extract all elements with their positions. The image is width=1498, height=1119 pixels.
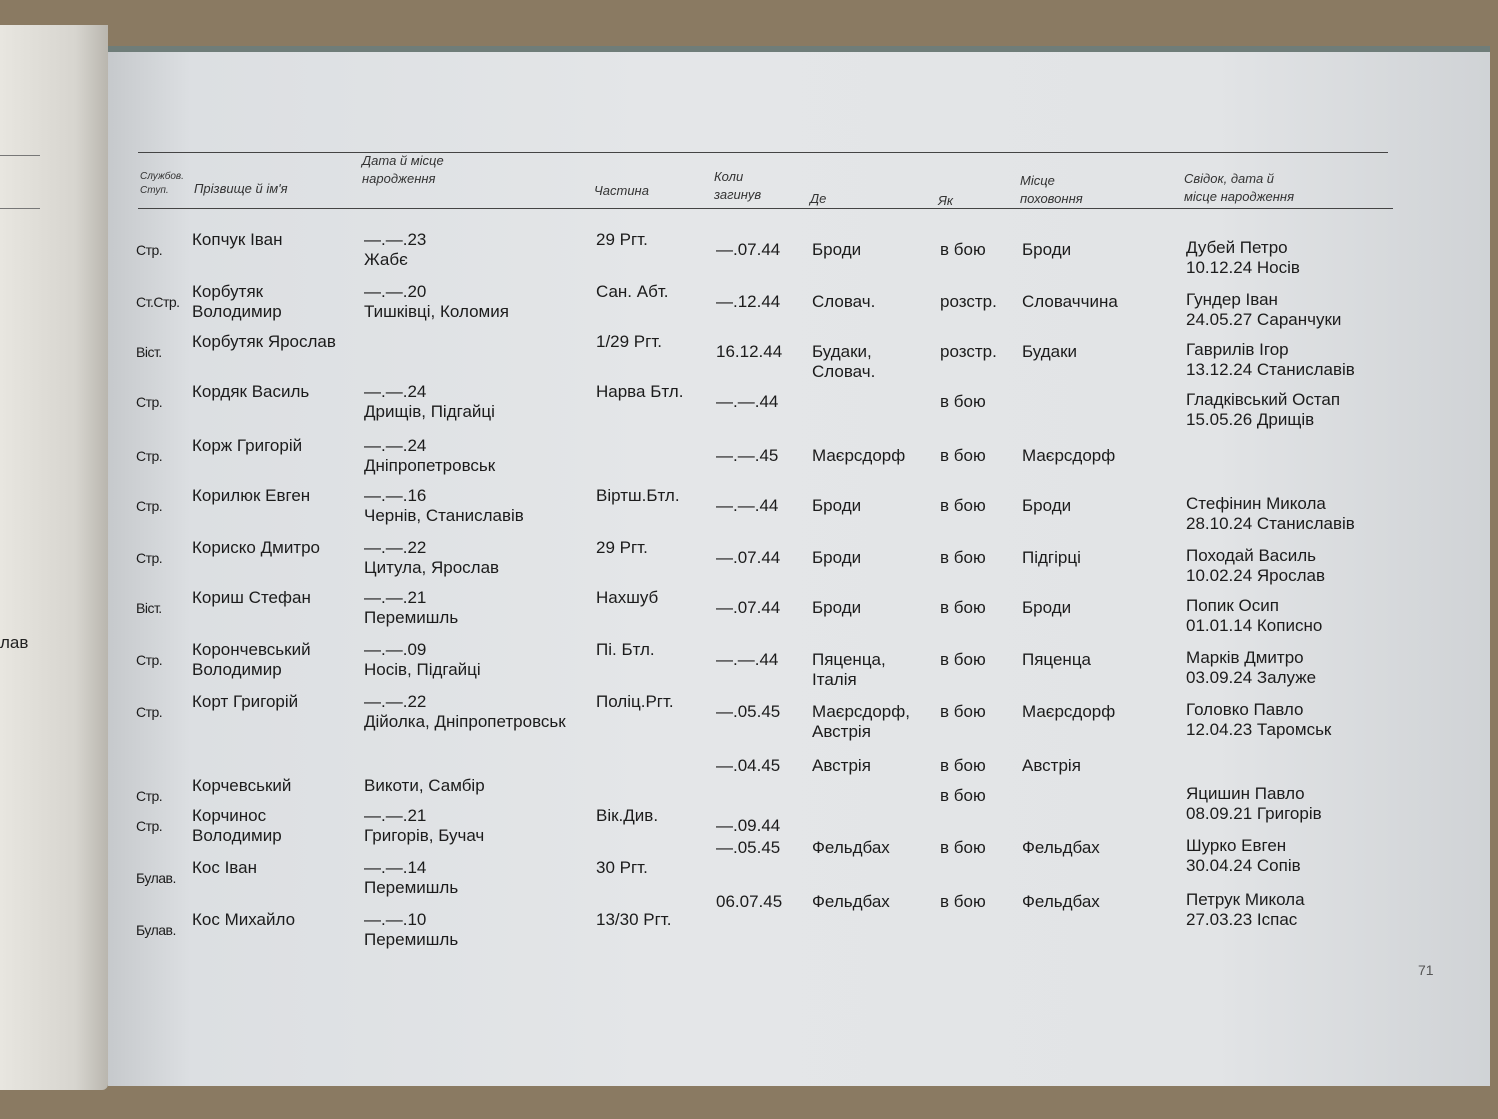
cell-witness: [1186, 494, 1355, 535]
cell-birth: [364, 588, 458, 629]
cell-burial: Броди: [1022, 598, 1072, 617]
cell-where: [812, 496, 861, 516]
cell-witness-line: Петрук Микола: [1186, 890, 1305, 909]
cell-witness-line: 30.04.24 Сопів: [1186, 856, 1301, 876]
cell-burial: Фельдбах: [1022, 838, 1100, 857]
cell-witness-line: 13.12.24 Станиславів: [1186, 360, 1355, 380]
cell-witness-line: 24.05.27 Саранчуки: [1186, 310, 1342, 330]
cell-where-line: Будаки,: [812, 342, 872, 361]
table-row: [108, 640, 1490, 700]
cell-how: в бою: [940, 650, 986, 669]
table-row: [108, 230, 1490, 290]
cell-where-line: Словач.: [812, 292, 876, 311]
cell-unit: Віртш.Бтл.: [596, 486, 680, 505]
cell-birth: [364, 230, 426, 271]
cell-name-line: Корбутяк: [192, 282, 264, 301]
cell-where-line: Австрія: [812, 722, 871, 742]
cell-birth-line: Дніпропетровськ: [364, 456, 496, 476]
cell-name-line: Корилюк Евген: [192, 486, 311, 505]
cell-birth: [364, 282, 509, 323]
cell-witness: [1186, 238, 1300, 279]
cell-where-line: Італія: [812, 670, 857, 690]
cell-rank: Віст.: [136, 600, 162, 616]
cell-birth: [364, 692, 566, 733]
cell-birth-line: —.—.24: [364, 382, 427, 401]
cell-birth-line: —.—.10: [364, 910, 427, 929]
cell-rank: Стр.: [136, 652, 163, 668]
left-page-fragment: лав: [0, 633, 29, 652]
cell-name: [192, 588, 311, 608]
cell-unit: 13/30 Ргт.: [596, 910, 672, 929]
cell-witness-line: Стефінин Микола: [1186, 494, 1326, 513]
cell-unit: Пі. Бтл.: [596, 640, 655, 659]
cell-when: —.—.45: [716, 446, 779, 465]
cell-when: —.04.45: [716, 756, 781, 775]
cell-birth-line: —.—.24: [364, 436, 427, 455]
cell-unit: Нарва Бтл.: [596, 382, 684, 401]
cell-birth-line: —.—.23: [364, 230, 427, 249]
cell-when: —.05.45: [716, 838, 781, 857]
cell-unit: Сан. Абт.: [596, 282, 669, 301]
cell-when: —.07.44: [716, 598, 781, 617]
cell-witness-line: Головко Павло: [1186, 700, 1304, 719]
cell-burial: Пяценца: [1022, 650, 1092, 669]
left-page: [0, 25, 108, 1090]
cell-where: [812, 342, 875, 383]
cell-where: [812, 292, 875, 312]
cell-name-line: Кориш Стефан: [192, 588, 311, 607]
table-row: [108, 382, 1490, 442]
cell-birth: [364, 436, 495, 477]
cell-where: [812, 446, 905, 466]
cell-burial: Фельдбах: [1022, 892, 1100, 911]
left-page-rule: [0, 208, 40, 209]
cell-where-line: Маєрсдорф,: [812, 702, 910, 721]
cell-when: —.—.44: [716, 496, 779, 515]
cell-how: в бою: [940, 548, 986, 567]
cell-name: [192, 382, 309, 402]
cell-rank: Стр.: [136, 498, 163, 514]
cell-rank: Стр.: [136, 788, 163, 804]
cell-when: —.—.44: [716, 650, 779, 669]
cell-when: —.—.44: [716, 392, 779, 411]
cell-name-line: Корж Григорій: [192, 436, 303, 455]
cell-birth-line: —.—.21: [364, 588, 427, 607]
cell-birth-line: Тишківці, Коломия: [364, 302, 509, 322]
cell-where-line: Броди: [812, 548, 862, 567]
cell-birth-line: Носів, Підгайці: [364, 660, 481, 680]
cell-name-line: Кос Михайло: [192, 910, 296, 929]
cell-how: в бою: [940, 892, 986, 911]
cell-when: —.12.44: [716, 292, 781, 311]
header-unit: Частина: [594, 183, 649, 198]
cell-how: розстр.: [940, 292, 997, 311]
cell-how: в бою: [940, 240, 986, 259]
cell-witness-line: 15.05.26 Дрищів: [1186, 410, 1315, 430]
cell-where-line: Броди: [812, 240, 862, 259]
cell-how: розстр.: [940, 342, 997, 361]
cell-birth-line: Перемишль: [364, 608, 459, 628]
cell-where-line: Броди: [812, 598, 862, 617]
cell-name-line: Копчук Іван: [192, 230, 283, 249]
cell-witness: [1186, 596, 1322, 637]
cell-birth: [364, 640, 481, 681]
cell-witness-line: Дубей Петро: [1186, 238, 1288, 257]
cell-burial: Маєрсдорф: [1022, 702, 1116, 721]
cell-witness-line: Шурко Евген: [1186, 836, 1287, 855]
cell-birth-line: —.—.21: [364, 806, 427, 825]
table-row: [108, 588, 1490, 648]
cell-birth: [364, 486, 524, 527]
cell-where-line: Маєрсдорф: [812, 446, 906, 465]
cell-witness: [1186, 648, 1316, 689]
header-how: Як: [938, 193, 953, 208]
cell-where-line: Фельдбах: [812, 838, 890, 857]
cell-how: в бою: [940, 496, 986, 515]
cell-how: в бою: [940, 392, 986, 411]
cell-when: —.07.44: [716, 240, 781, 259]
cell-name: [192, 230, 283, 250]
cell-burial: Словаччина: [1022, 292, 1118, 311]
cell-name-line: Володимир: [192, 660, 282, 680]
cell-rank: Віст.: [136, 344, 162, 360]
table-row: [108, 692, 1490, 752]
cell-where: [812, 838, 890, 858]
cell-rank: Стр.: [136, 394, 163, 410]
cell-name-line: Корончевський: [192, 640, 311, 659]
cell-witness-line: 28.10.24 Станиславів: [1186, 514, 1355, 534]
cell-where: [812, 702, 910, 743]
cell-where-line: Пяценца,: [812, 650, 886, 669]
cell-unit: 29 Ргт.: [596, 230, 648, 249]
cell-rank: Стр.: [136, 448, 163, 464]
cell-where: [812, 548, 861, 568]
cell-unit: 29 Ргт.: [596, 538, 648, 557]
cell-name: [192, 640, 311, 681]
cell-witness-line: Марків Дмитро: [1186, 648, 1304, 667]
cell-burial: Броди: [1022, 240, 1072, 259]
cell-rank: Булав.: [136, 922, 176, 938]
page-number: 71: [1418, 962, 1434, 978]
cell-where: [812, 240, 861, 260]
cell-name: [192, 436, 302, 456]
cell-how: в бою: [940, 786, 986, 805]
cell-name-line: Кориско Дмитро: [192, 538, 321, 557]
cell-birth-line: Дійолка, Дніпропетровськ: [364, 712, 566, 732]
cell-burial: Броди: [1022, 496, 1072, 515]
cell-name: [192, 332, 336, 352]
cell-unit: 1/29 Ргт.: [596, 332, 662, 351]
header-top-rule: [138, 152, 1388, 153]
cell-birth-line: —.—.20: [364, 282, 427, 301]
table-row: [108, 486, 1490, 546]
cell-where: [812, 756, 871, 776]
cell-witness-line: 01.01.14 Кописно: [1186, 616, 1323, 636]
cell-where: [812, 650, 886, 691]
cell-when: 16.12.44: [716, 342, 783, 361]
cell-unit: 30 Ргт.: [596, 858, 648, 877]
cell-birth: [364, 538, 499, 579]
cell-name-line: Корчинос: [192, 806, 267, 825]
cell-birth-line: Цитула, Ярослав: [364, 558, 500, 578]
cell-name: [192, 858, 257, 878]
cell-when: —.05.45: [716, 702, 781, 721]
cell-burial: Підгірці: [1022, 548, 1081, 567]
cell-unit: Поліц.Ргт.: [596, 692, 674, 711]
header-when: Коли загинув: [714, 169, 762, 202]
cell-where-line: Броди: [812, 496, 862, 515]
cell-name-line: Володимир: [192, 302, 282, 322]
cell-birth-line: Дрищів, Підгайці: [364, 402, 495, 422]
cell-witness-line: 10.02.24 Ярослав: [1186, 566, 1325, 586]
cell-when: —.09.44: [716, 816, 781, 835]
cell-name-line: Корбутяк Ярослав: [192, 332, 336, 351]
cell-witness: [1186, 546, 1325, 587]
header-where: Де: [810, 191, 827, 206]
cell-burial: Маєрсдорф: [1022, 446, 1116, 465]
cell-witness-line: 12.04.23 Таромськ: [1186, 720, 1332, 740]
cell-witness: [1186, 340, 1355, 381]
cell-unit: Нахшуб: [596, 588, 659, 607]
header-burial: Місце поховоння: [1020, 173, 1083, 206]
cell-birth-line: —.—.16: [364, 486, 427, 505]
cell-how: в бою: [940, 756, 986, 775]
header-rank: Службов. Ступ.: [140, 171, 184, 196]
cell-birth-line: Перемишль: [364, 878, 459, 898]
cell-rank: Стр.: [136, 704, 163, 720]
table-row: [108, 910, 1490, 970]
header-witness: Свідок, дата й місце народження: [1184, 171, 1295, 204]
cell-name: [192, 538, 320, 558]
header-bottom-rule: [138, 208, 1393, 209]
cell-witness-line: Походай Василь: [1186, 546, 1317, 565]
cell-name: [192, 486, 310, 506]
cell-birth-line: Перемишль: [364, 930, 459, 950]
cell-where: [812, 598, 861, 618]
cell-name-line: Кос Іван: [192, 858, 257, 877]
cell-burial: Будаки: [1022, 342, 1078, 361]
cell-birth-line: Жабє: [364, 250, 408, 270]
cell-when: —.07.44: [716, 548, 781, 567]
cell-birth: [364, 382, 495, 423]
cell-how: в бою: [940, 838, 986, 857]
cell-name-line: Кордяк Василь: [192, 382, 310, 401]
cell-where-line: Австрія: [812, 756, 871, 775]
cell-birth-line: —.—.22: [364, 692, 427, 711]
cell-rank: Булав.: [136, 870, 176, 886]
cell-birth: [364, 776, 485, 796]
cell-where-line: Словач.: [812, 362, 876, 382]
cell-witness-line: 03.09.24 Залуже: [1186, 668, 1317, 688]
cell-witness: [1186, 390, 1340, 431]
cell-unit: Вік.Див.: [596, 806, 659, 825]
cell-when: 06.07.45: [716, 892, 783, 911]
cell-witness-line: Яцишин Павло: [1186, 784, 1305, 803]
cell-witness: [1186, 290, 1341, 331]
cell-witness-line: 10.12.24 Носів: [1186, 258, 1300, 278]
cell-birth: [364, 910, 458, 951]
cell-name: [192, 692, 298, 712]
header-name: Прізвище й ім'я: [194, 181, 288, 196]
cell-how: в бою: [940, 446, 986, 465]
cell-witness-line: 08.09.21 Григорів: [1186, 804, 1322, 824]
cell-burial: Австрія: [1022, 756, 1081, 775]
cell-witness: [1186, 700, 1331, 741]
cell-name-line: Володимир: [192, 826, 282, 846]
cell-where-line: Фельдбах: [812, 892, 890, 911]
cell-name-line: Корчевський: [192, 776, 292, 795]
cell-birth-line: —.—.09: [364, 640, 427, 659]
cell-witness-line: Гладківський Остап: [1186, 390, 1341, 409]
cell-witness-line: Гаврилів Ігор: [1186, 340, 1289, 359]
cell-birth-line: Григорів, Бучач: [364, 826, 485, 846]
left-page-rule: [0, 155, 40, 156]
cell-birth-line: Викоти, Самбір: [364, 776, 485, 795]
cell-name: [192, 910, 295, 930]
cell-birth-line: Чернів, Станиславів: [364, 506, 524, 526]
book-page: [108, 46, 1490, 1086]
cell-how: в бою: [940, 598, 986, 617]
cell-how: в бою: [940, 702, 986, 721]
cell-witness-line: 27.03.23 Іспас: [1186, 910, 1298, 930]
cell-name: [192, 282, 282, 323]
cell-rank: Стр.: [136, 818, 163, 834]
cell-name: [192, 776, 291, 796]
cell-rank: Стр.: [136, 550, 163, 566]
cell-witness-line: Попик Осип: [1186, 596, 1279, 615]
cell-rank: Стр.: [136, 242, 163, 258]
cell-rank: Ст.Стр.: [136, 294, 180, 310]
cell-witness-line: Гундер Іван: [1186, 290, 1278, 309]
cell-name-line: Корт Григорій: [192, 692, 299, 711]
cell-birth-line: —.—.14: [364, 858, 427, 877]
cell-birth-line: —.—.22: [364, 538, 427, 557]
header-birth: Дата й місце народження: [362, 153, 444, 186]
